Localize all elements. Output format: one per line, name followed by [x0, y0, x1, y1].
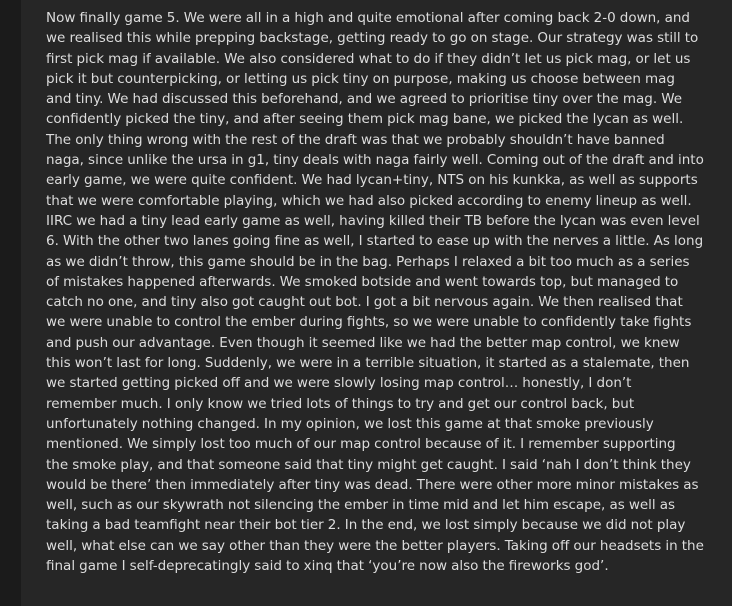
text-line: naga, since unlike the ursa in g1, tiny deals with naga fairly well. Coming out of the draft and into — [46, 152, 704, 169]
text-line: well, what else can we say other than they were the better players. Taking off our headsets in the — [46, 537, 704, 554]
text-line: the smoke play, and that someone said that tiny might get caught. I said ‘nah I don’t think they — [46, 456, 691, 473]
text-line: and tiny. We had discussed this beforehand, and we agreed to prioritise tiny over the mag. We — [46, 91, 683, 108]
text-line: mentioned. We simply lost too much of our map control because of it. I remember supporting — [46, 436, 676, 453]
text-line: of mistakes happened afterwards. We smoked botside and went towards top, but managed to — [46, 273, 679, 290]
text-line: unfortunately nothing changed. In my opinion, we lost this game at that smoke previously — [46, 415, 654, 432]
text-line: IIRC we had a tiny lead early game as well, having killed their TB before the lycan was even level — [46, 212, 700, 229]
text-line: final game I self-deprecatingly said to xinq that ‘you’re now also the fireworks god’. — [46, 558, 609, 575]
text-line: The only thing wrong with the rest of the draft was that we probably shouldn’t have banned — [46, 131, 665, 148]
text-line: as we didn’t throw, this game should be in the bag. Perhaps I relaxed a bit too much as a series — [46, 253, 690, 270]
text-line: we started getting picked off and we were slowly losing map control… honestly, I don’t — [46, 375, 632, 392]
post-paragraph — [21, 0, 732, 576]
text-line: remember much. I only know we tried lots of things to try and get our control back, but — [46, 395, 635, 412]
text-line: would be there’ then immediately after tiny was dead. There were other more minor mistakes as — [46, 476, 699, 493]
text-line: Now finally game 5. We were all in a high and quite emotional after coming back 2-0 down, and — [46, 10, 690, 26]
text-line: taking a bad teamfight near their bot tier 2. In the end, we lost simply because we did not play — [46, 517, 686, 534]
text-line: 6. With the other two lanes going fine as well, I started to ease up with the nerves a little. As long — [46, 233, 704, 250]
text-line: early game, we were quite confident. We had lycan+tiny, NTS on his kunkka, as well as supports — [46, 172, 698, 189]
text-line: catch no one, and tiny also got caught out bot. I got a bit nervous again. We then realised that — [46, 294, 683, 311]
text-line: and push our advantage. Even though it seemed like we had the better map control, we knew — [46, 334, 680, 351]
text-line: pick it but counterpicking, or letting us pick tiny on purpose, making us choose between mag — [46, 70, 675, 87]
text-line: first pick mag if available. We also considered what to do if they didn’t let us pick mag, or let us — [46, 50, 691, 67]
text-line: this won’t last for long. Suddenly, we were in a terrible situation, it started as a stalemate, then — [46, 355, 690, 372]
post-body — [21, 0, 732, 606]
text-line: confidently picked the tiny, and after seeing them pick mag bane, we picked the lycan as well. — [46, 111, 684, 128]
text-line: that we were comfortable playing, which we had also picked according to enemy lineup as well. — [46, 192, 692, 209]
text-line: well, such as our skywrath not silencing the ember in time mid and let him escape, as well as — [46, 497, 676, 514]
text-line: we were unable to control the ember during fights, so we were unable to confidently take fights — [46, 314, 692, 331]
text-line: we realised this while prepping backstage, getting ready to go on stage. Our strategy was still to — [46, 30, 699, 47]
